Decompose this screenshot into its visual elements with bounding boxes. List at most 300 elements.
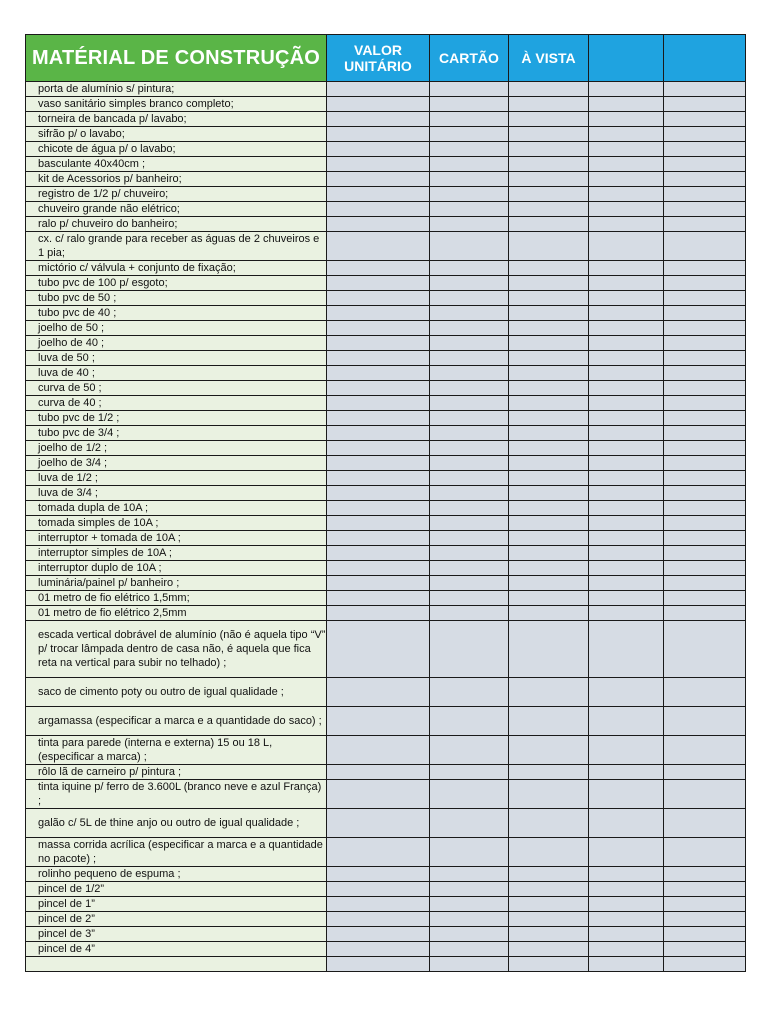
item-name-cell: rolinho pequeno de espuma ; — [26, 867, 327, 882]
price-cell-valor-unitario[interactable] — [327, 576, 430, 591]
price-cell-a-vista[interactable] — [509, 366, 589, 381]
price-cell-extra-1[interactable] — [589, 217, 664, 232]
price-cell-extra-2[interactable] — [664, 381, 746, 396]
item-name-cell: registro de 1/2 p/ chuveiro; — [26, 187, 327, 202]
price-cell-extra-2[interactable] — [664, 441, 746, 456]
price-cell-valor-unitario[interactable] — [327, 765, 430, 780]
price-cell-extra-1[interactable] — [589, 291, 664, 306]
price-cell-a-vista[interactable] — [509, 707, 589, 736]
price-cell-a-vista[interactable] — [509, 678, 589, 707]
price-cell-extra-2[interactable] — [664, 276, 746, 291]
item-name-cell: interruptor duplo de 10A ; — [26, 561, 327, 576]
price-cell-valor-unitario[interactable] — [327, 261, 430, 276]
price-cell-extra-2[interactable] — [664, 912, 746, 927]
price-cell-extra-2[interactable] — [664, 351, 746, 366]
price-cell-cartao[interactable] — [430, 912, 509, 927]
table-title: MATÉRIAL DE CONSTRUÇÃO — [26, 35, 327, 82]
price-cell-cartao[interactable] — [430, 187, 509, 202]
price-cell-a-vista[interactable] — [509, 336, 589, 351]
item-name-cell: joelho de 3/4 ; — [26, 456, 327, 471]
price-cell-extra-1[interactable] — [589, 707, 664, 736]
price-cell-cartao[interactable] — [430, 366, 509, 381]
price-cell-cartao[interactable] — [430, 531, 509, 546]
item-name-cell: basculante 40x40cm ; — [26, 157, 327, 172]
price-cell-valor-unitario[interactable] — [327, 157, 430, 172]
price-cell-extra-2[interactable] — [664, 202, 746, 217]
item-name-cell: pincel de 1” — [26, 897, 327, 912]
table-row — [26, 576, 746, 591]
price-cell-extra-1[interactable] — [589, 678, 664, 707]
price-cell-extra-2[interactable] — [664, 157, 746, 172]
price-cell-cartao[interactable] — [430, 217, 509, 232]
price-cell-cartao[interactable] — [430, 591, 509, 606]
price-cell-valor-unitario[interactable] — [327, 561, 430, 576]
item-name-cell: pincel de 2” — [26, 912, 327, 927]
price-cell-a-vista[interactable] — [509, 112, 589, 127]
price-cell-cartao[interactable] — [430, 202, 509, 217]
price-cell-extra-2[interactable] — [664, 809, 746, 838]
table-row — [26, 202, 746, 217]
price-cell-extra-2[interactable] — [664, 306, 746, 321]
price-cell-valor-unitario[interactable] — [327, 172, 430, 187]
price-cell-extra-1[interactable] — [589, 232, 664, 261]
price-cell-a-vista[interactable] — [509, 127, 589, 142]
price-cell-cartao[interactable] — [430, 351, 509, 366]
price-cell-valor-unitario[interactable] — [327, 291, 430, 306]
price-cell-extra-1[interactable] — [589, 561, 664, 576]
price-cell-cartao[interactable] — [430, 172, 509, 187]
price-cell-valor-unitario[interactable] — [327, 957, 430, 972]
price-cell-valor-unitario[interactable] — [327, 351, 430, 366]
price-cell-valor-unitario[interactable] — [327, 546, 430, 561]
price-cell-a-vista[interactable] — [509, 867, 589, 882]
price-cell-cartao[interactable] — [430, 809, 509, 838]
price-cell-a-vista[interactable] — [509, 306, 589, 321]
price-cell-a-vista[interactable] — [509, 606, 589, 621]
price-cell-cartao[interactable] — [430, 82, 509, 97]
price-cell-a-vista[interactable] — [509, 276, 589, 291]
item-name-cell: 01 metro de fio elétrico 2,5mm — [26, 606, 327, 621]
price-cell-extra-1[interactable] — [589, 306, 664, 321]
price-cell-valor-unitario[interactable] — [327, 381, 430, 396]
price-cell-extra-1[interactable] — [589, 736, 664, 765]
price-cell-extra-2[interactable] — [664, 927, 746, 942]
price-cell-extra-1[interactable] — [589, 486, 664, 501]
price-cell-extra-1[interactable] — [589, 867, 664, 882]
price-cell-extra-1[interactable] — [589, 838, 664, 867]
price-cell-extra-2[interactable] — [664, 957, 746, 972]
price-cell-cartao[interactable] — [430, 142, 509, 157]
price-cell-cartao[interactable] — [430, 486, 509, 501]
price-cell-cartao[interactable] — [430, 546, 509, 561]
price-cell-cartao[interactable] — [430, 112, 509, 127]
price-cell-extra-2[interactable] — [664, 546, 746, 561]
header-row — [26, 35, 746, 82]
price-cell-extra-1[interactable] — [589, 321, 664, 336]
price-cell-extra-2[interactable] — [664, 838, 746, 867]
price-cell-extra-2[interactable] — [664, 531, 746, 546]
price-cell-a-vista[interactable] — [509, 942, 589, 957]
price-cell-valor-unitario[interactable] — [327, 366, 430, 381]
price-cell-valor-unitario[interactable] — [327, 867, 430, 882]
price-cell-extra-1[interactable] — [589, 261, 664, 276]
price-cell-extra-2[interactable] — [664, 396, 746, 411]
price-cell-valor-unitario[interactable] — [327, 707, 430, 736]
price-cell-a-vista[interactable] — [509, 838, 589, 867]
price-cell-extra-2[interactable] — [664, 471, 746, 486]
price-cell-extra-2[interactable] — [664, 291, 746, 306]
price-cell-a-vista[interactable] — [509, 157, 589, 172]
price-cell-a-vista[interactable] — [509, 809, 589, 838]
price-cell-extra-2[interactable] — [664, 780, 746, 809]
price-cell-a-vista[interactable] — [509, 456, 589, 471]
price-cell-a-vista[interactable] — [509, 471, 589, 486]
price-cell-extra-2[interactable] — [664, 486, 746, 501]
price-cell-cartao[interactable] — [430, 516, 509, 531]
price-cell-extra-1[interactable] — [589, 942, 664, 957]
price-cell-valor-unitario[interactable] — [327, 591, 430, 606]
price-cell-cartao[interactable] — [430, 707, 509, 736]
price-cell-extra-1[interactable] — [589, 112, 664, 127]
price-cell-cartao[interactable] — [430, 157, 509, 172]
price-cell-extra-2[interactable] — [664, 516, 746, 531]
price-cell-extra-1[interactable] — [589, 441, 664, 456]
table-row — [26, 942, 746, 957]
price-cell-extra-2[interactable] — [664, 621, 746, 678]
table-row — [26, 321, 746, 336]
price-cell-extra-1[interactable] — [589, 82, 664, 97]
price-cell-valor-unitario[interactable] — [327, 411, 430, 426]
price-cell-extra-1[interactable] — [589, 897, 664, 912]
item-name-cell: argamassa (especificar a marca e a quantidade do saco) ; — [26, 707, 327, 736]
price-cell-valor-unitario[interactable] — [327, 621, 430, 678]
price-cell-extra-1[interactable] — [589, 187, 664, 202]
price-cell-extra-2[interactable] — [664, 501, 746, 516]
price-cell-a-vista[interactable] — [509, 411, 589, 426]
column-header-a-vista: À VISTA — [509, 35, 589, 82]
price-cell-cartao[interactable] — [430, 291, 509, 306]
price-cell-valor-unitario[interactable] — [327, 187, 430, 202]
price-cell-extra-1[interactable] — [589, 591, 664, 606]
price-cell-valor-unitario[interactable] — [327, 927, 430, 942]
price-cell-a-vista[interactable] — [509, 516, 589, 531]
table-row — [26, 396, 746, 411]
price-cell-cartao[interactable] — [430, 927, 509, 942]
price-cell-a-vista[interactable] — [509, 531, 589, 546]
price-cell-a-vista[interactable] — [509, 486, 589, 501]
price-cell-a-vista[interactable] — [509, 441, 589, 456]
price-cell-extra-2[interactable] — [664, 707, 746, 736]
price-cell-extra-2[interactable] — [664, 142, 746, 157]
price-cell-a-vista[interactable] — [509, 187, 589, 202]
price-cell-extra-1[interactable] — [589, 366, 664, 381]
price-cell-extra-2[interactable] — [664, 187, 746, 202]
price-cell-extra-1[interactable] — [589, 97, 664, 112]
price-cell-extra-2[interactable] — [664, 366, 746, 381]
price-cell-extra-2[interactable] — [664, 606, 746, 621]
price-cell-extra-2[interactable] — [664, 321, 746, 336]
price-cell-extra-1[interactable] — [589, 501, 664, 516]
price-cell-a-vista[interactable] — [509, 561, 589, 576]
item-name-cell: pincel de 1/2” — [26, 882, 327, 897]
table-row — [26, 501, 746, 516]
price-cell-extra-2[interactable] — [664, 591, 746, 606]
price-cell-extra-2[interactable] — [664, 217, 746, 232]
price-cell-extra-1[interactable] — [589, 351, 664, 366]
column-header-extra-1 — [589, 35, 664, 82]
item-name-cell: tubo pvc de 3/4 ; — [26, 426, 327, 441]
price-cell-extra-1[interactable] — [589, 912, 664, 927]
price-cell-valor-unitario[interactable] — [327, 942, 430, 957]
price-cell-a-vista[interactable] — [509, 576, 589, 591]
price-cell-extra-1[interactable] — [589, 606, 664, 621]
price-cell-extra-1[interactable] — [589, 621, 664, 678]
price-cell-a-vista[interactable] — [509, 897, 589, 912]
price-cell-extra-1[interactable] — [589, 546, 664, 561]
price-cell-cartao[interactable] — [430, 456, 509, 471]
price-cell-extra-1[interactable] — [589, 765, 664, 780]
price-cell-extra-1[interactable] — [589, 396, 664, 411]
price-cell-a-vista[interactable] — [509, 426, 589, 441]
price-cell-extra-2[interactable] — [664, 426, 746, 441]
price-cell-a-vista[interactable] — [509, 621, 589, 678]
price-cell-valor-unitario[interactable] — [327, 306, 430, 321]
price-cell-cartao[interactable] — [430, 882, 509, 897]
price-cell-extra-1[interactable] — [589, 336, 664, 351]
price-cell-cartao[interactable] — [430, 501, 509, 516]
price-cell-extra-1[interactable] — [589, 516, 664, 531]
price-cell-cartao[interactable] — [430, 381, 509, 396]
price-cell-extra-2[interactable] — [664, 942, 746, 957]
price-cell-valor-unitario[interactable] — [327, 396, 430, 411]
price-cell-a-vista[interactable] — [509, 202, 589, 217]
price-cell-a-vista[interactable] — [509, 291, 589, 306]
table-row — [26, 531, 746, 546]
price-cell-extra-2[interactable] — [664, 261, 746, 276]
price-cell-a-vista[interactable] — [509, 172, 589, 187]
price-cell-extra-1[interactable] — [589, 927, 664, 942]
price-cell-a-vista[interactable] — [509, 501, 589, 516]
price-cell-extra-2[interactable] — [664, 678, 746, 707]
price-cell-valor-unitario[interactable] — [327, 606, 430, 621]
price-cell-extra-2[interactable] — [664, 882, 746, 897]
price-cell-extra-2[interactable] — [664, 576, 746, 591]
price-cell-extra-2[interactable] — [664, 172, 746, 187]
price-cell-a-vista[interactable] — [509, 882, 589, 897]
price-cell-a-vista[interactable] — [509, 927, 589, 942]
table-row — [26, 838, 746, 867]
price-cell-cartao[interactable] — [430, 897, 509, 912]
price-cell-extra-2[interactable] — [664, 112, 746, 127]
price-cell-valor-unitario[interactable] — [327, 217, 430, 232]
price-cell-extra-2[interactable] — [664, 765, 746, 780]
price-cell-valor-unitario[interactable] — [327, 486, 430, 501]
price-cell-valor-unitario[interactable] — [327, 780, 430, 809]
price-cell-valor-unitario[interactable] — [327, 112, 430, 127]
price-cell-extra-2[interactable] — [664, 561, 746, 576]
price-cell-extra-2[interactable] — [664, 411, 746, 426]
price-cell-valor-unitario[interactable] — [327, 897, 430, 912]
price-cell-a-vista[interactable] — [509, 546, 589, 561]
price-cell-a-vista[interactable] — [509, 591, 589, 606]
item-name-cell: mictório c/ válvula + conjunto de fixação; — [26, 261, 327, 276]
table-row — [26, 912, 746, 927]
price-cell-valor-unitario[interactable] — [327, 838, 430, 867]
item-name-cell: tinta para parede (interna e externa) 15 ou 18 L, (especificar a marca) ; — [26, 736, 327, 765]
price-cell-extra-1[interactable] — [589, 411, 664, 426]
price-cell-extra-1[interactable] — [589, 127, 664, 142]
price-cell-a-vista[interactable] — [509, 912, 589, 927]
price-cell-extra-1[interactable] — [589, 957, 664, 972]
table-row — [26, 867, 746, 882]
price-cell-cartao[interactable] — [430, 576, 509, 591]
table-row — [26, 381, 746, 396]
price-cell-extra-1[interactable] — [589, 172, 664, 187]
price-cell-a-vista[interactable] — [509, 232, 589, 261]
price-cell-a-vista[interactable] — [509, 396, 589, 411]
price-cell-valor-unitario[interactable] — [327, 501, 430, 516]
price-cell-a-vista[interactable] — [509, 957, 589, 972]
price-cell-cartao[interactable] — [430, 957, 509, 972]
price-cell-cartao[interactable] — [430, 867, 509, 882]
price-cell-cartao[interactable] — [430, 426, 509, 441]
table-row — [26, 736, 746, 765]
price-cell-cartao[interactable] — [430, 396, 509, 411]
price-cell-a-vista[interactable] — [509, 736, 589, 765]
price-cell-cartao[interactable] — [430, 606, 509, 621]
price-cell-a-vista[interactable] — [509, 82, 589, 97]
price-cell-valor-unitario[interactable] — [327, 232, 430, 261]
price-cell-extra-2[interactable] — [664, 867, 746, 882]
item-name-cell: tubo pvc de 50 ; — [26, 291, 327, 306]
price-cell-extra-2[interactable] — [664, 736, 746, 765]
price-cell-cartao[interactable] — [430, 678, 509, 707]
price-cell-cartao[interactable] — [430, 321, 509, 336]
price-cell-a-vista[interactable] — [509, 261, 589, 276]
column-header-extra-2 — [664, 35, 746, 82]
price-cell-valor-unitario[interactable] — [327, 882, 430, 897]
price-cell-a-vista[interactable] — [509, 351, 589, 366]
price-cell-extra-2[interactable] — [664, 232, 746, 261]
price-cell-valor-unitario[interactable] — [327, 531, 430, 546]
price-cell-a-vista[interactable] — [509, 765, 589, 780]
item-name-cell: 01 metro de fio elétrico 1,5mm; — [26, 591, 327, 606]
price-cell-cartao[interactable] — [430, 942, 509, 957]
price-cell-valor-unitario[interactable] — [327, 912, 430, 927]
price-cell-cartao[interactable] — [430, 561, 509, 576]
price-cell-valor-unitario[interactable] — [327, 736, 430, 765]
price-cell-a-vista[interactable] — [509, 381, 589, 396]
price-cell-valor-unitario[interactable] — [327, 276, 430, 291]
item-name-cell: luva de 3/4 ; — [26, 486, 327, 501]
table-row — [26, 351, 746, 366]
price-cell-extra-1[interactable] — [589, 882, 664, 897]
column-header-cartao: CARTÃO — [430, 35, 509, 82]
price-cell-valor-unitario[interactable] — [327, 441, 430, 456]
table-row — [26, 621, 746, 678]
price-cell-cartao[interactable] — [430, 780, 509, 809]
price-cell-extra-2[interactable] — [664, 456, 746, 471]
price-cell-extra-2[interactable] — [664, 127, 746, 142]
price-cell-valor-unitario[interactable] — [327, 336, 430, 351]
price-cell-valor-unitario[interactable] — [327, 97, 430, 112]
table-row — [26, 486, 746, 501]
price-cell-cartao[interactable] — [430, 261, 509, 276]
price-cell-cartao[interactable] — [430, 336, 509, 351]
price-cell-cartao[interactable] — [430, 765, 509, 780]
item-name-cell: cx. c/ ralo grande para receber as águas de 2 chuveiros e 1 pia; — [26, 232, 327, 261]
price-cell-extra-1[interactable] — [589, 381, 664, 396]
item-name-cell: tomada dupla de 10A ; — [26, 501, 327, 516]
price-cell-valor-unitario[interactable] — [327, 127, 430, 142]
price-cell-valor-unitario[interactable] — [327, 202, 430, 217]
price-cell-extra-1[interactable] — [589, 471, 664, 486]
price-cell-extra-1[interactable] — [589, 157, 664, 172]
price-cell-cartao[interactable] — [430, 306, 509, 321]
table-row — [26, 187, 746, 202]
price-cell-extra-2[interactable] — [664, 336, 746, 351]
price-cell-cartao[interactable] — [430, 127, 509, 142]
price-cell-valor-unitario[interactable] — [327, 321, 430, 336]
price-cell-extra-1[interactable] — [589, 276, 664, 291]
table-row — [26, 780, 746, 809]
table-row — [26, 426, 746, 441]
price-cell-extra-1[interactable] — [589, 426, 664, 441]
price-cell-valor-unitario[interactable] — [327, 456, 430, 471]
price-cell-extra-2[interactable] — [664, 897, 746, 912]
price-cell-cartao[interactable] — [430, 621, 509, 678]
price-cell-cartao[interactable] — [430, 97, 509, 112]
price-cell-extra-1[interactable] — [589, 142, 664, 157]
price-cell-valor-unitario[interactable] — [327, 82, 430, 97]
price-cell-cartao[interactable] — [430, 838, 509, 867]
price-cell-extra-1[interactable] — [589, 531, 664, 546]
price-cell-extra-1[interactable] — [589, 576, 664, 591]
item-name-cell — [26, 957, 327, 972]
price-cell-cartao[interactable] — [430, 736, 509, 765]
table-row — [26, 172, 746, 187]
price-cell-extra-2[interactable] — [664, 82, 746, 97]
table-row — [26, 441, 746, 456]
table-row — [26, 591, 746, 606]
price-cell-a-vista[interactable] — [509, 217, 589, 232]
price-cell-cartao[interactable] — [430, 441, 509, 456]
price-cell-a-vista[interactable] — [509, 142, 589, 157]
price-cell-valor-unitario[interactable] — [327, 678, 430, 707]
table-row — [26, 411, 746, 426]
table-row — [26, 957, 746, 972]
price-cell-cartao[interactable] — [430, 232, 509, 261]
price-cell-extra-1[interactable] — [589, 780, 664, 809]
item-name-cell: saco de cimento poty ou outro de igual qualidade ; — [26, 678, 327, 707]
price-cell-valor-unitario[interactable] — [327, 809, 430, 838]
price-cell-a-vista[interactable] — [509, 321, 589, 336]
price-cell-extra-2[interactable] — [664, 97, 746, 112]
price-cell-cartao[interactable] — [430, 411, 509, 426]
price-cell-a-vista[interactable] — [509, 780, 589, 809]
price-cell-cartao[interactable] — [430, 276, 509, 291]
price-cell-valor-unitario[interactable] — [327, 471, 430, 486]
price-cell-extra-1[interactable] — [589, 456, 664, 471]
price-cell-extra-1[interactable] — [589, 809, 664, 838]
price-cell-valor-unitario[interactable] — [327, 426, 430, 441]
price-cell-a-vista[interactable] — [509, 97, 589, 112]
price-cell-cartao[interactable] — [430, 471, 509, 486]
price-cell-extra-1[interactable] — [589, 202, 664, 217]
item-name-cell: rôlo lã de carneiro p/ pintura ; — [26, 765, 327, 780]
price-cell-valor-unitario[interactable] — [327, 142, 430, 157]
price-cell-valor-unitario[interactable] — [327, 516, 430, 531]
